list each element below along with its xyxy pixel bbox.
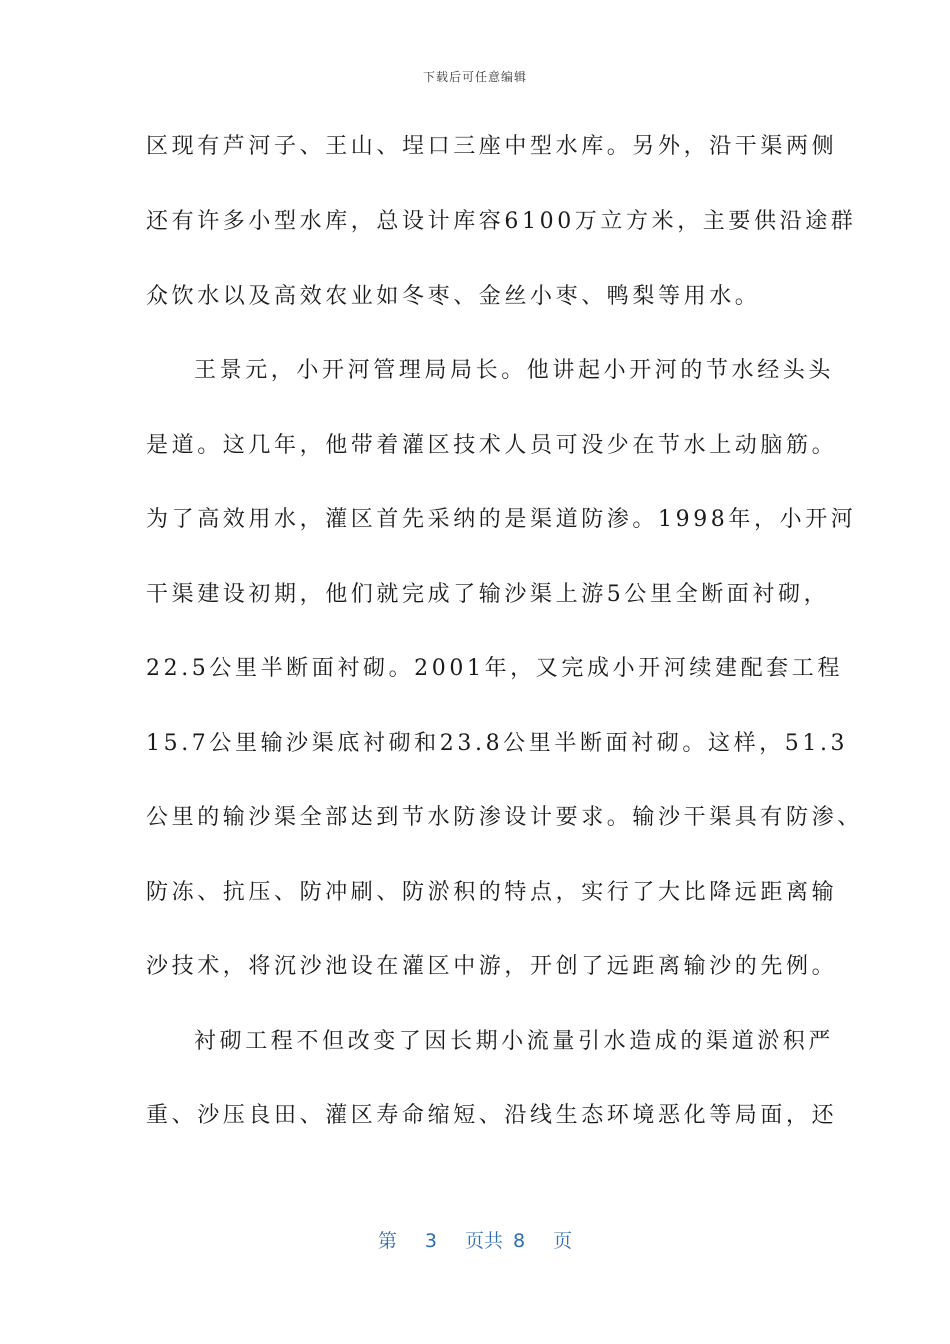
page-prefix: 第 xyxy=(377,1230,397,1252)
body-line: 衬砌工程不但改变了因长期小流量引水造成的渠道淤积严 xyxy=(194,1029,835,1054)
page-suffix: 页 xyxy=(553,1230,573,1252)
body-line: 重、沙压良田、灌区寿命缩短、沿线生态环境恶化等局面，还 xyxy=(146,1103,838,1128)
header-note: 下载后可任意编辑 xyxy=(422,70,527,84)
total-pages-number: 8 xyxy=(513,1230,526,1252)
body-line: 是道。这几年，他带着灌区技术人员可没少在节水上动脑筋。 xyxy=(146,433,838,458)
body-line: 众饮水以及高效农业如冬枣、金丝小枣、鸭梨等用水。 xyxy=(146,284,761,309)
body-line: 区现有芦河子、王山、埕口三座中型水库。另外，沿干渠两侧 xyxy=(146,134,838,159)
body-line: 还有许多小型水库，总设计库容6100万立方米，主要供沿途群 xyxy=(146,209,857,234)
current-page-number: 3 xyxy=(424,1230,437,1252)
page-footer xyxy=(0,1226,950,1253)
body-line: 沙技术，将沉沙池设在灌区中游，开创了远距离输沙的先例。 xyxy=(146,954,838,979)
body-line: 王景元，小开河管理局局长。他讲起小开河的节水经头头 xyxy=(194,358,835,383)
body-line: 干渠建设初期，他们就完成了输沙渠上游5公里全断面衬砌， xyxy=(146,582,830,607)
body-line: 公里的输沙渠全部达到节水防渗设计要求。输沙干渠具有防渗、 xyxy=(146,805,863,830)
body-line: 为了高效用水，灌区首先采纳的是渠道防渗。1998年，小开河 xyxy=(146,507,857,532)
body-line: 22.5公里半断面衬砌。2001年，又完成小开河续建配套工程 xyxy=(146,656,843,681)
page-mid: 页共 xyxy=(464,1230,503,1252)
body-line: 15.7公里输沙渠底衬砌和23.8公里半断面衬砌。这样，51.3 xyxy=(146,731,849,756)
body-line: 防冻、抗压、防冲刷、防淤积的特点，实行了大比降远距离输 xyxy=(146,880,838,905)
